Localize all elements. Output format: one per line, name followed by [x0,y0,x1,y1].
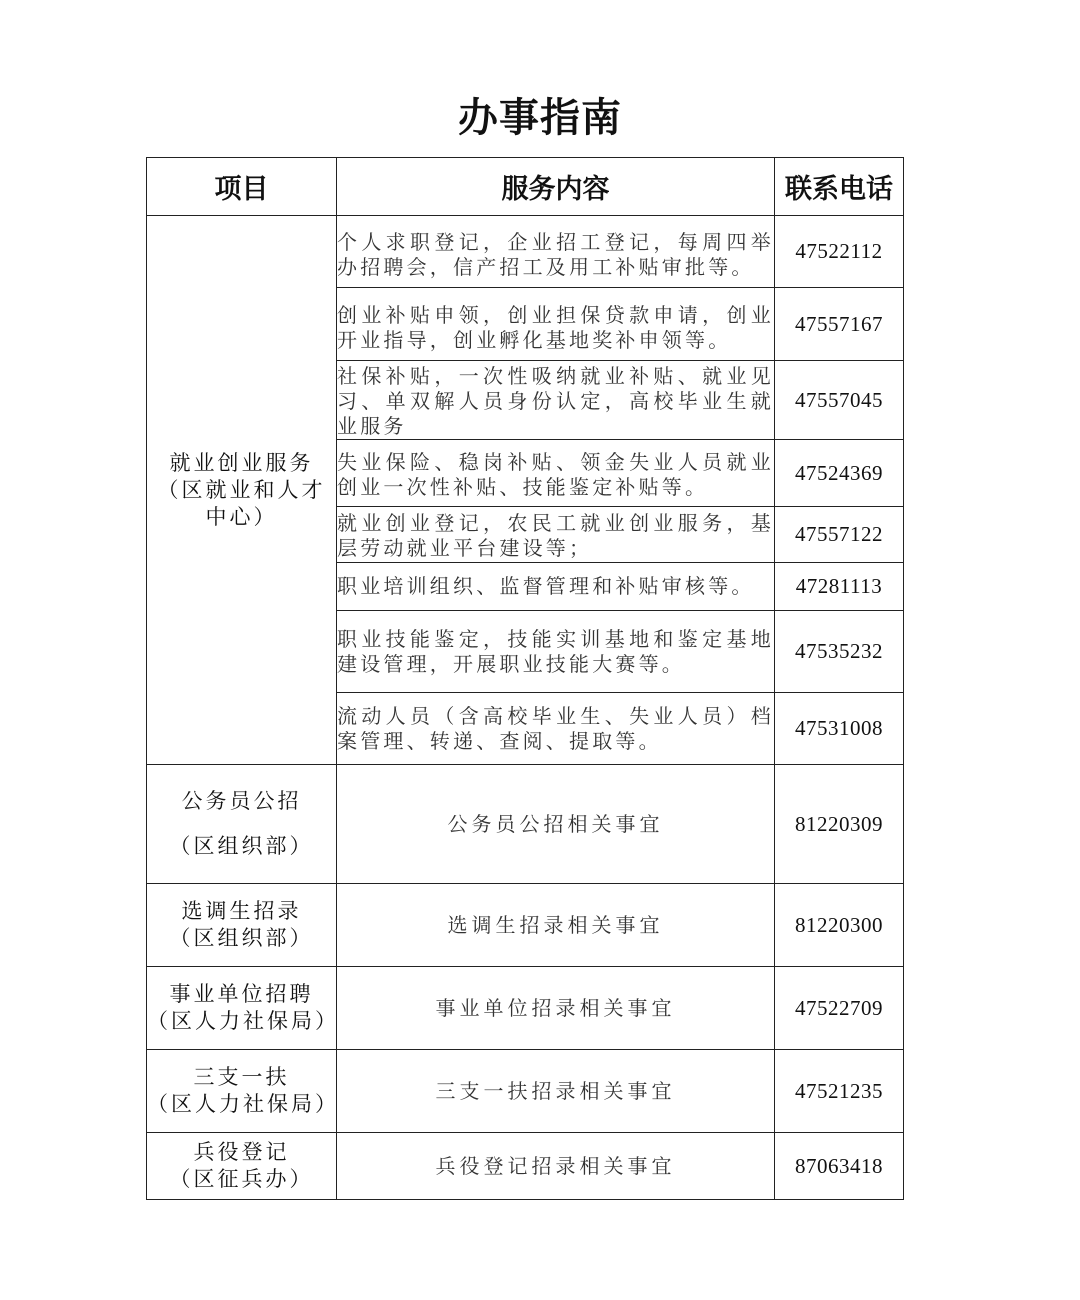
service-content: 个人求职登记，企业招工登记，每周四举办招聘会，信产招工及用工补贴审批等。 [337,216,775,288]
contact-phone: 47557122 [775,507,904,563]
item-department: （区征兵办） [169,1167,314,1191]
item-department: （区就业和人才中心） [157,477,326,529]
service-content: 职业培训组织、监督管理和补贴审核等。 [337,563,775,611]
table-row [147,765,904,884]
service-guide-table [146,157,904,1200]
table-row [147,1050,904,1133]
contact-phone: 47535232 [775,611,904,693]
item-name: 兵役登记 [193,1140,290,1164]
item-department: （区组织部） [169,834,314,858]
item-name: 事业单位招聘 [169,982,314,1006]
item-name: 就业创业服务 [169,450,314,475]
page-title: 办事指南 [458,94,622,141]
table-header-row [147,158,904,216]
item-department: （区人力社保局） [147,1092,339,1116]
contact-phone: 81220300 [775,884,904,967]
item-civil-servant [147,765,337,884]
service-content: 公务员公招相关事宜 [337,765,775,884]
table-row [147,1133,904,1200]
contact-phone: 47524369 [775,440,904,507]
service-content: 职业技能鉴定，技能实训基地和鉴定基地建设管理，开展职业技能大赛等。 [337,611,775,693]
item-name: 三支一扶 [193,1065,290,1089]
item-name: 公务员公招 [181,789,302,813]
header-content: 服务内容 [337,158,775,216]
table-row [147,884,904,967]
item-public-institution [147,967,337,1050]
contact-phone: 47521235 [775,1050,904,1133]
item-department: （区人力社保局） [147,1009,339,1033]
contact-phone: 47522112 [775,216,904,288]
service-content: 社保补贴，一次性吸纳就业补贴、就业见习、单双解人员身份认定，高校毕业生就业服务 [337,361,775,440]
service-content: 三支一扶招录相关事宜 [337,1050,775,1133]
contact-phone: 47531008 [775,693,904,765]
item-selected-graduates [147,884,337,967]
item-department: （区组织部） [169,926,314,950]
service-content: 失业保险、稳岗补贴、领金失业人员就业创业一次性补贴、技能鉴定补贴等。 [337,440,775,507]
service-content: 创业补贴申领，创业担保贷款申请，创业开业指导，创业孵化基地奖补申领等。 [337,288,775,361]
item-military-registration [147,1133,337,1200]
table-row [147,967,904,1050]
contact-phone: 81220309 [775,765,904,884]
service-content: 流动人员（含高校毕业生、失业人员）档案管理、转递、查阅、提取等。 [337,693,775,765]
item-name: 选调生招录 [181,899,302,923]
header-item: 项目 [147,158,337,216]
service-content: 兵役登记招录相关事宜 [337,1133,775,1200]
service-content: 选调生招录相关事宜 [337,884,775,967]
service-content: 就业创业登记，农民工就业创业服务，基层劳动就业平台建设等； [337,507,775,563]
contact-phone: 47557167 [775,288,904,361]
item-employment-service [147,216,337,765]
service-content: 事业单位招录相关事宜 [337,967,775,1050]
item-three-supports [147,1050,337,1133]
header-phone: 联系电话 [775,158,904,216]
contact-phone: 47557045 [775,361,904,440]
contact-phone: 47281113 [775,563,904,611]
contact-phone: 47522709 [775,967,904,1050]
table-row [147,216,904,288]
contact-phone: 87063418 [775,1133,904,1200]
